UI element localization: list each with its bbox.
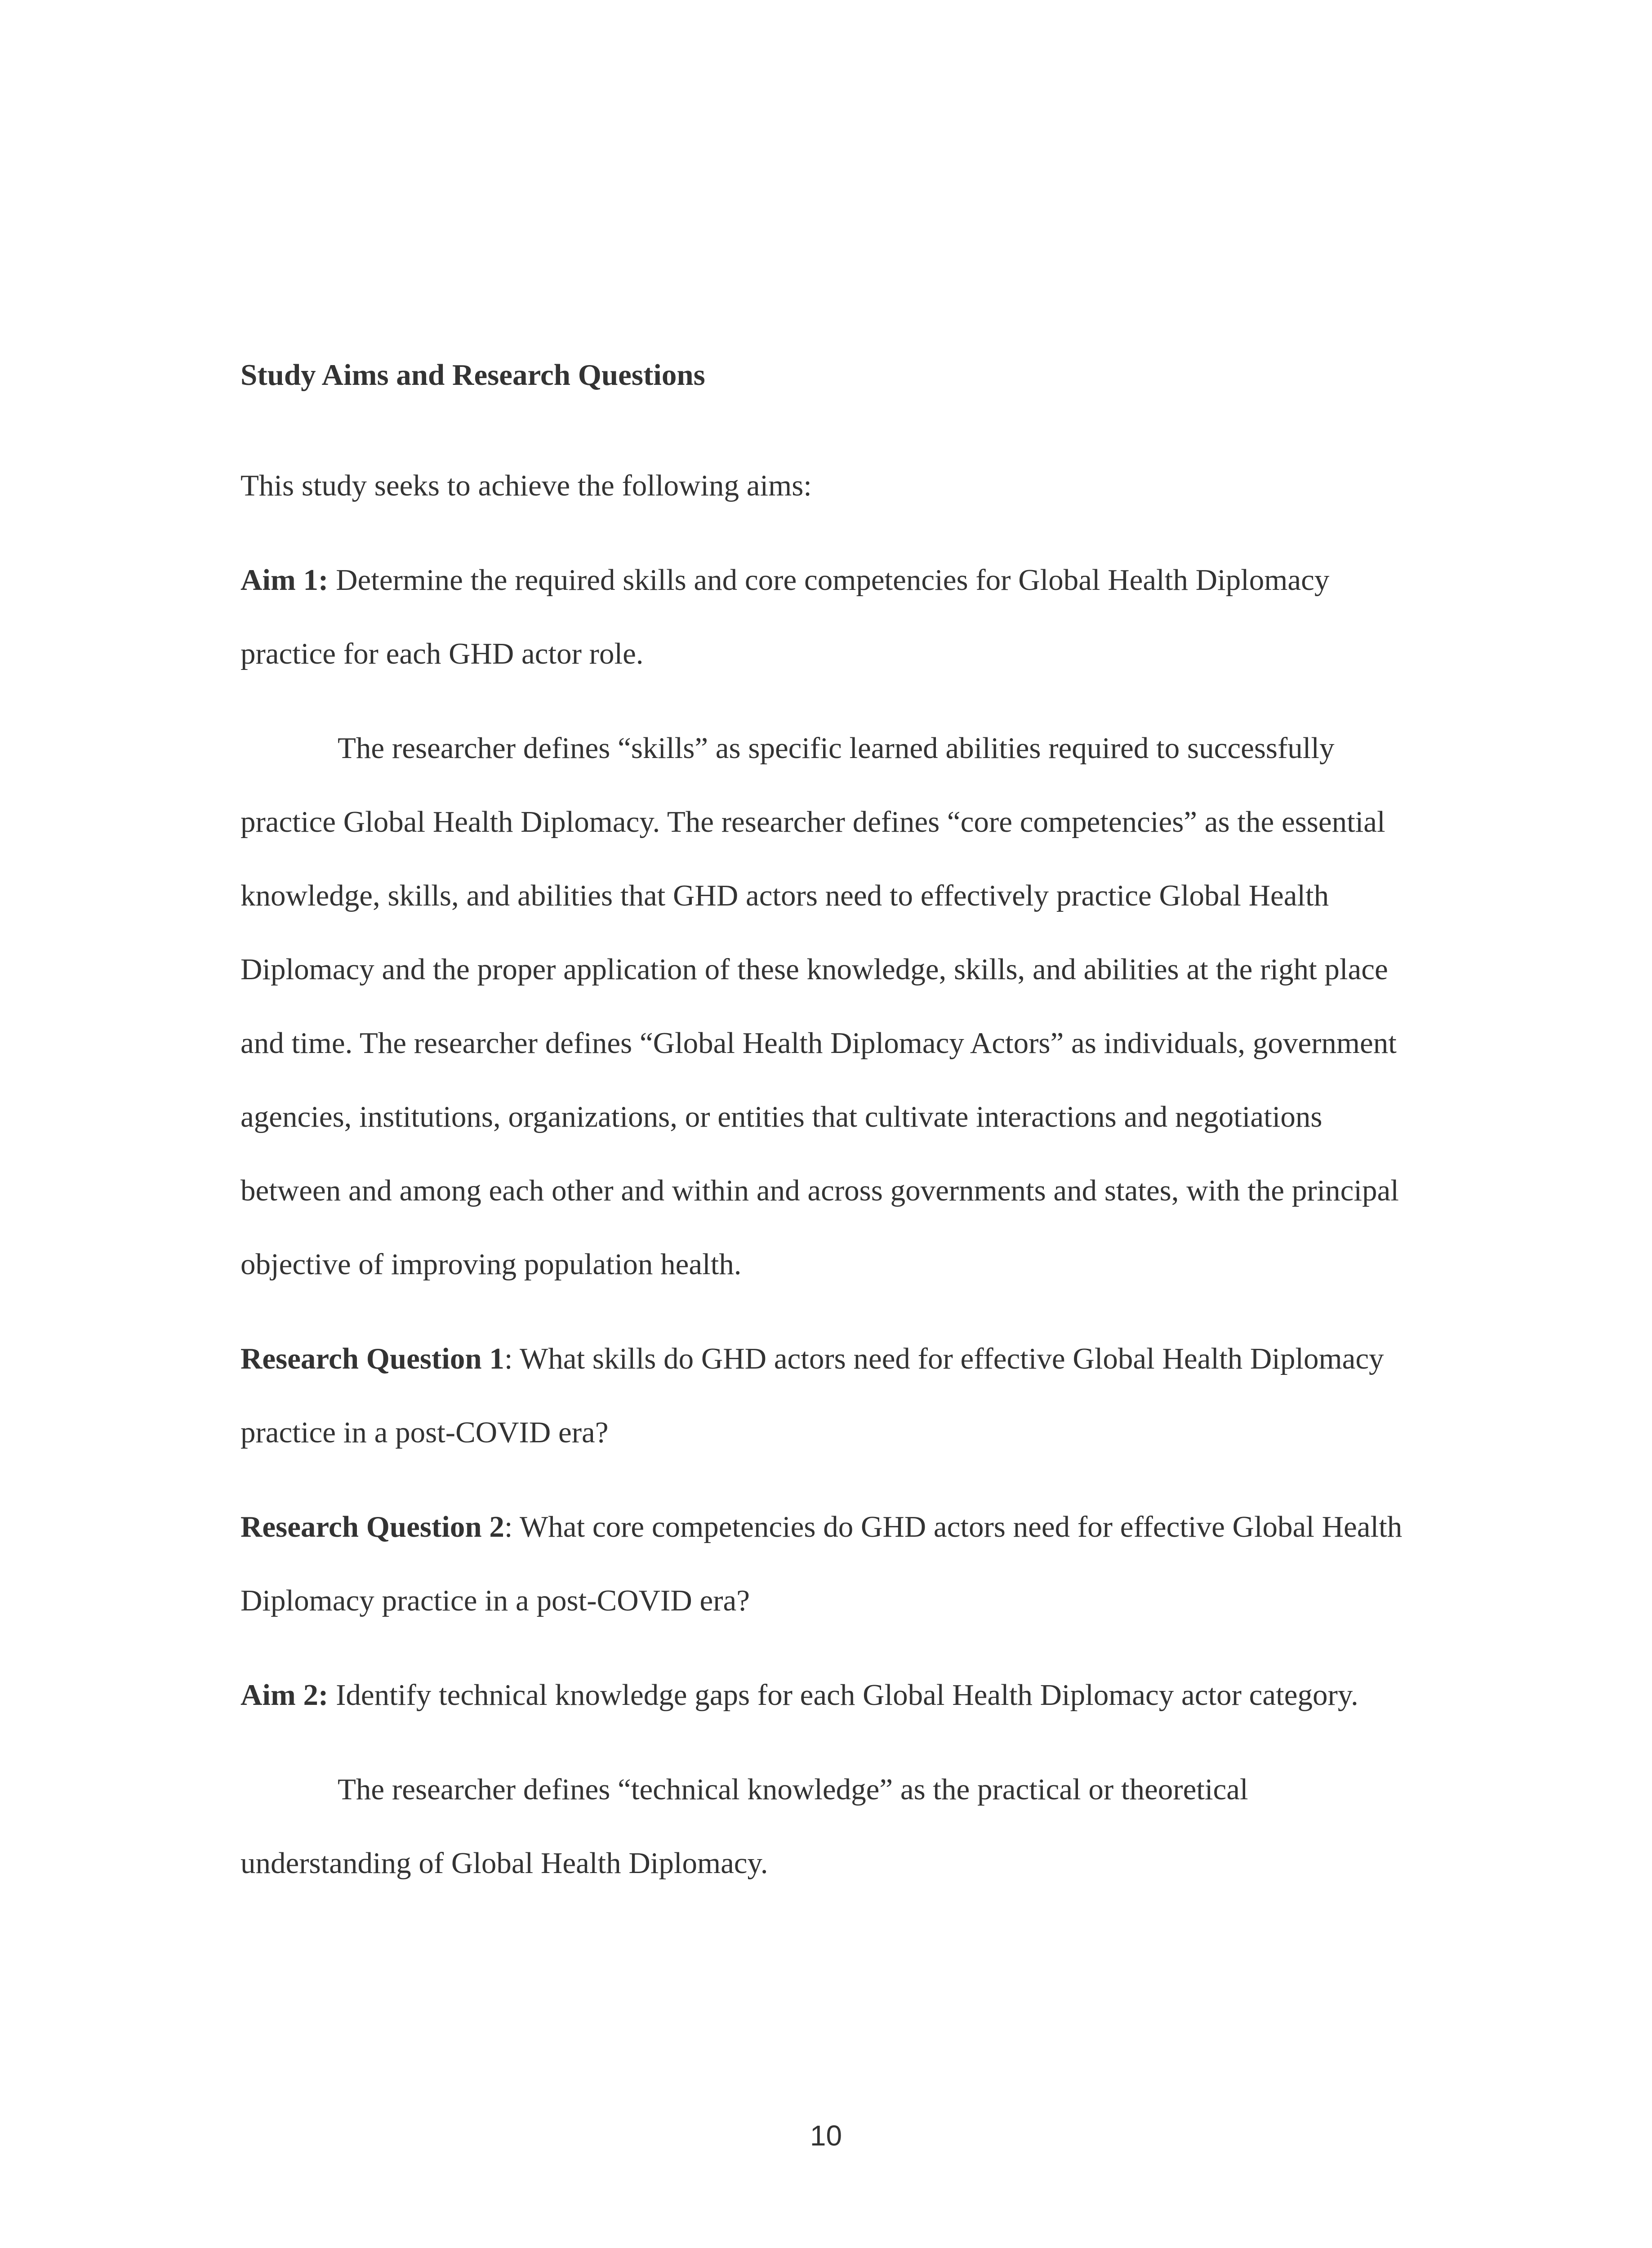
aim-1-text: Determine the required skills and core competencies for Global Health Diplomacy practice for each GHD actor role. <box>240 563 1330 670</box>
research-question-2-text: : What core competencies do GHD actors need for effective Global Health Diplomacy practice in a post-COVID era? <box>240 1510 1403 1617</box>
aim-1-label: Aim 1: <box>240 563 329 597</box>
page-number: 10 <box>810 2119 842 2152</box>
section-heading: Study Aims and Research Questions <box>240 358 705 392</box>
research-question-1-label: Research Question 1 <box>240 1342 504 1375</box>
aim-2-paragraph <box>240 1658 1418 1732</box>
research-question-2-label: Research Question 2 <box>240 1510 504 1543</box>
aim-2-label: Aim 2: <box>240 1678 329 1712</box>
aim-1-paragraph <box>240 543 1418 691</box>
research-question-1-paragraph <box>240 1322 1418 1469</box>
technical-knowledge-paragraph: The researcher defines “technical knowledge” as the practical or theoretical understanding of Global Health Diplomacy. <box>240 1773 1248 1880</box>
aim-2-text: Identify technical knowledge gaps for each Global Health Diplomacy actor category. <box>328 1678 1358 1712</box>
definitions-paragraph: The researcher defines “skills” as specific learned abilities required to successfully practice Global Health Diplomacy. The researcher defines “core competencies” as the essential knowledge, skills, and abilities that GHD actors need to effectively practice Global Health Diplomacy and the proper application of these knowledge, skills, and abilities at the right place and time. The researcher defines “Global Health Diplomacy Actors” as individuals, government agencies, institutions, organizations, or entities that cultivate interactions and negotiations between and among each other and within and across governments and states, with the principal objective of improving population health. <box>240 731 1399 1281</box>
page-content <box>240 355 1418 1921</box>
research-question-1-text: : What skills do GHD actors need for effective Global Health Diplomacy practice in a post-COVID era? <box>240 1342 1384 1449</box>
intro-paragraph: This study seeks to achieve the following aims: <box>240 469 812 502</box>
research-question-2-paragraph <box>240 1490 1418 1637</box>
